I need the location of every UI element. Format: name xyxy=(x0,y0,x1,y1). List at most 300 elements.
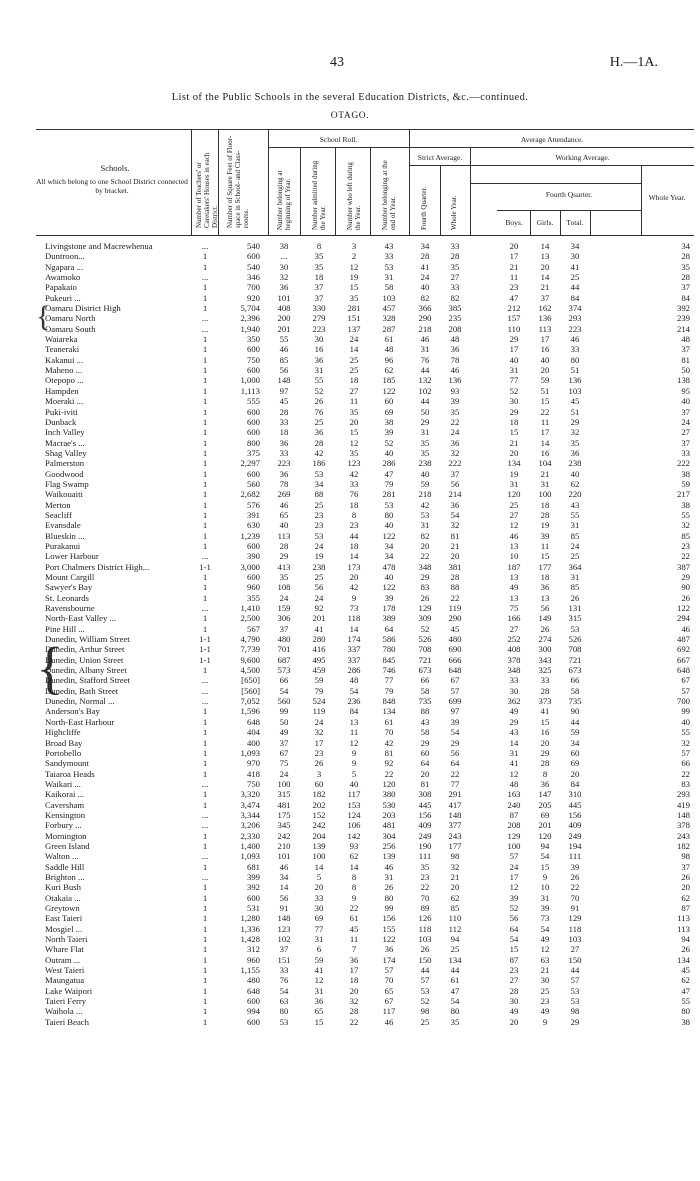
girls-cell: 39 xyxy=(540,530,550,541)
bracket: { xyxy=(36,300,51,333)
roll-beginning-cell: 29 xyxy=(279,551,289,562)
whole-year-cell: 692 xyxy=(676,644,690,655)
school-name: Flag Swamp xyxy=(45,478,89,489)
floor-space-cell: 960 xyxy=(246,582,260,593)
strict-fourth-quarter-cell: 57 xyxy=(420,975,430,986)
roll-left-cell: 11 xyxy=(349,934,359,945)
page-number: 43 xyxy=(330,55,344,70)
total-cell: 735 xyxy=(568,696,582,707)
roll-left-cell: 236 xyxy=(347,696,361,707)
strict-whole-year-cell: 666 xyxy=(448,654,462,665)
school-name: Lower Harbour xyxy=(45,551,99,562)
roll-end-cell: 328 xyxy=(382,313,396,324)
boys-header: Boys. xyxy=(505,218,523,227)
boys-cell: 21 xyxy=(509,437,519,448)
total-cell: 708 xyxy=(568,644,582,655)
roll-beginning-cell: 37 xyxy=(279,944,289,955)
boys-cell: 56 xyxy=(509,913,519,924)
divider xyxy=(268,147,694,148)
teachers-houses-cell: 1 xyxy=(202,572,208,582)
average-attendance-header: Average Attendance. xyxy=(520,135,584,144)
teachers-houses-cell: 1 xyxy=(202,478,208,489)
whole-year-cell: 23 xyxy=(681,540,690,551)
strict-whole-year-cell: 85 xyxy=(450,903,460,913)
boys-cell: 17 xyxy=(509,251,519,262)
boys-cell: 27 xyxy=(509,975,519,986)
strict-whole-year-cell: 57 xyxy=(450,685,460,696)
roll-admitted-cell: 77 xyxy=(314,923,324,934)
strict-fourth-quarter-cell: 40 xyxy=(420,282,430,293)
roll-end-cell: 185 xyxy=(382,375,396,386)
roll-beginning-cell: 560 xyxy=(277,696,291,707)
roll-beginning-cell: 100 xyxy=(277,778,291,789)
strict-whole-year-cell: 110 xyxy=(448,913,462,924)
girls-cell: 39 xyxy=(540,903,550,913)
whole-year-cell: 62 xyxy=(681,892,690,903)
girls-cell: 15 xyxy=(540,861,550,872)
roll-left-cell: 35 xyxy=(349,292,359,303)
total-cell: 29 xyxy=(570,416,580,427)
teachers-houses-cell: 1 xyxy=(202,251,208,262)
floor-space-cell: 1,280 xyxy=(240,913,260,924)
teachers-houses-cell: 1 xyxy=(202,892,208,903)
floor-space-cell: 404 xyxy=(246,727,260,738)
table-row xyxy=(0,665,700,675)
floor-space-cell: 2,297 xyxy=(240,458,260,469)
girls-cell: 14 xyxy=(540,272,550,283)
roll-left-cell: 7 xyxy=(351,944,357,955)
roll-beginning-cell: 65 xyxy=(279,509,289,520)
boys-cell: 187 xyxy=(507,561,521,572)
roll-left-cell: 8 xyxy=(351,882,357,893)
school-roll-header: School Roll. xyxy=(319,135,358,144)
roll-end-cell: 47 xyxy=(384,468,394,479)
teachers-houses-cell: 1 xyxy=(202,706,208,717)
strict-whole-year-cell: 61 xyxy=(450,975,460,986)
roll-end-cell: 117 xyxy=(382,1006,396,1017)
roll-beginning-cell: 34 xyxy=(279,871,289,882)
school-name: Purakanui xyxy=(45,540,81,551)
table-row xyxy=(0,851,700,861)
total-cell: 721 xyxy=(568,654,582,665)
strict-fourth-quarter-cell: 52 xyxy=(420,623,430,634)
roll-left-cell: 18 xyxy=(349,499,359,510)
table-row xyxy=(0,365,700,375)
roll-beginning-cell: 99 xyxy=(279,706,289,717)
roll-end-cell: 81 xyxy=(384,747,394,758)
table-row xyxy=(0,334,700,344)
roll-end-cell: 34 xyxy=(384,551,394,562)
roll-admitted-cell: 31 xyxy=(314,934,324,945)
total-cell: 43 xyxy=(570,499,580,510)
roll-end-cell: 203 xyxy=(382,809,396,820)
floor-space-cell: 1,000 xyxy=(240,375,260,386)
teachers-houses-cell: 1 xyxy=(202,747,208,758)
roll-left-cell: 9 xyxy=(351,758,357,769)
floor-space-cell: 1,093 xyxy=(240,851,260,862)
roll-end-cell: 96 xyxy=(384,354,394,365)
floor-space-cell: 1,155 xyxy=(240,965,260,976)
floor-space-cell: 1,428 xyxy=(240,934,260,945)
roll-admitted-cell: 76 xyxy=(314,406,324,417)
total-cell: 57 xyxy=(570,975,580,986)
roll-left-cell: 173 xyxy=(347,561,361,572)
school-name: Dunedin, Albany Street xyxy=(45,665,127,676)
table-row xyxy=(0,613,700,623)
roll-beginning-cell: 54 xyxy=(279,985,289,996)
table-row xyxy=(0,893,700,903)
table-row xyxy=(0,696,700,706)
divider xyxy=(471,165,694,166)
teachers-houses-cell: ... xyxy=(201,323,209,334)
teachers-houses-cell: ... xyxy=(201,603,209,614)
girls-header: Girls. xyxy=(536,218,554,227)
strict-whole-year-cell: 45 xyxy=(450,623,460,634)
strict-whole-year-cell: 177 xyxy=(448,840,462,851)
total-cell: 44 xyxy=(570,282,580,293)
roll-admitted-cell: 42 xyxy=(314,447,324,458)
boys-cell: 87 xyxy=(509,954,519,965)
boys-cell: 129 xyxy=(507,830,521,841)
girls-cell: 9 xyxy=(542,871,548,882)
floor-space-cell: 1,400 xyxy=(240,840,260,851)
table-row xyxy=(0,675,700,685)
roll-beginning-cell: 40 xyxy=(279,520,289,531)
whole-year-cell: 392 xyxy=(676,303,690,314)
total-cell: 51 xyxy=(570,406,580,417)
boys-cell: 30 xyxy=(509,996,519,1007)
table-row xyxy=(0,872,700,882)
roll-end-cell: 281 xyxy=(382,489,396,500)
school-name: Dunback xyxy=(45,416,77,427)
strict-whole-year-cell: 235 xyxy=(448,313,462,324)
total-cell: 220 xyxy=(568,489,582,500)
girls-cell: 36 xyxy=(540,778,550,789)
strict-fourth-quarter-cell: 348 xyxy=(418,561,432,572)
teachers-houses-cell: 1 xyxy=(202,499,208,510)
floor-space-cell: 7,739 xyxy=(240,644,260,655)
roll-left-header: Number who left during the Year. xyxy=(346,162,362,230)
strict-fourth-quarter-cell: 44 xyxy=(420,365,430,376)
whole-year-cell: 66 xyxy=(681,758,690,769)
strict-fourth-quarter-cell: 708 xyxy=(418,644,432,655)
roll-admitted-cell: 152 xyxy=(312,809,326,820)
teachers-houses-cell: 1 xyxy=(202,354,208,365)
strict-whole-year-cell: 20 xyxy=(450,882,460,893)
girls-cell: 20 xyxy=(540,737,550,748)
roll-left-cell: 12 xyxy=(349,437,359,448)
roll-admitted-cell: 19 xyxy=(314,551,324,562)
roll-beginning-cell: 56 xyxy=(279,365,289,376)
divider xyxy=(191,129,192,235)
girls-cell: 30 xyxy=(540,975,550,986)
teachers-houses-cell: 1 xyxy=(202,789,208,800)
roll-admitted-cell: 60 xyxy=(314,778,324,789)
strict-fourth-quarter-cell: 150 xyxy=(418,954,432,965)
floor-space-cell: [650] xyxy=(241,675,260,686)
teachers-houses-cell: ... xyxy=(201,685,209,696)
strict-whole-year-cell: 243 xyxy=(448,830,462,841)
roll-left-cell: 11 xyxy=(349,727,359,738)
strict-whole-year-cell: 690 xyxy=(448,644,462,655)
roll-admitted-cell: 23 xyxy=(314,520,324,531)
whole-year-cell: 57 xyxy=(681,747,690,758)
total-cell: 103 xyxy=(568,934,582,945)
floor-space-cell: 3,206 xyxy=(240,820,260,831)
boys-cell: 14 xyxy=(509,737,519,748)
roll-end-cell: 79 xyxy=(384,478,394,489)
floor-space-cell: 560 xyxy=(246,478,260,489)
roll-left-cell: 13 xyxy=(349,716,359,727)
roll-end-cell: 586 xyxy=(382,634,396,645)
roll-end-cell: 122 xyxy=(382,530,396,541)
girls-cell: 19 xyxy=(540,520,550,531)
roll-left-cell: 14 xyxy=(349,344,359,355)
school-name: Kensington xyxy=(45,809,86,820)
floor-space-cell: 540 xyxy=(246,261,260,272)
boys-cell: 49 xyxy=(509,1006,519,1017)
roll-end-cell: 61 xyxy=(384,334,394,345)
roll-left-cell: 23 xyxy=(349,520,359,531)
boys-cell: 30 xyxy=(509,396,519,407)
floor-space-cell: 1,596 xyxy=(240,706,260,717)
girls-cell: 28 xyxy=(540,758,550,769)
strict-whole-year-cell: 54 xyxy=(450,509,460,520)
school-name: Portobello xyxy=(45,747,82,758)
girls-cell: 9 xyxy=(542,1016,548,1027)
roll-beginning-cell: 175 xyxy=(277,809,291,820)
teachers-houses-cell: 1 xyxy=(202,427,208,438)
roll-admitted-cell: 41 xyxy=(314,965,324,976)
roll-beginning-cell: 123 xyxy=(277,923,291,934)
strict-whole-year-cell: 214 xyxy=(448,489,462,500)
strict-fourth-quarter-cell: 35 xyxy=(420,447,430,458)
teachers-houses-cell: ... xyxy=(201,820,209,831)
floor-space-cell: 700 xyxy=(246,282,260,293)
roll-end-cell: 70 xyxy=(384,975,394,986)
total-cell: 20 xyxy=(570,768,580,779)
roll-beginning-cell: 101 xyxy=(277,851,291,862)
school-name: Livingstone and Macrewhenua xyxy=(45,241,153,251)
school-name: Shag Valley xyxy=(45,447,87,458)
table-row xyxy=(0,407,700,417)
roll-admitted-cell: 24 xyxy=(314,716,324,727)
roll-beginning-cell: 148 xyxy=(277,913,291,924)
strict-whole-year-cell: 39 xyxy=(450,396,460,407)
roll-end-cell: 40 xyxy=(384,447,394,458)
school-name: Kaikorai ... xyxy=(45,789,85,800)
strict-fourth-quarter-cell: 29 xyxy=(420,572,430,582)
whole-year-cell: 113 xyxy=(677,923,690,934)
roll-beginning-cell: 36 xyxy=(279,282,289,293)
roll-beginning-cell: 28 xyxy=(279,540,289,551)
teachers-houses-cell: ... xyxy=(201,551,209,562)
whole-year-cell: 85 xyxy=(681,530,690,541)
school-name: Sawyer's Bay xyxy=(45,582,93,593)
boys-cell: 49 xyxy=(509,706,519,717)
strict-fourth-quarter-cell: 59 xyxy=(420,478,430,489)
roll-end-cell: 92 xyxy=(384,758,394,769)
table-row xyxy=(0,603,700,613)
roll-beginning-cell: 49 xyxy=(279,727,289,738)
roll-beginning-cell: 85 xyxy=(279,354,289,365)
strict-fourth-quarter-cell: 721 xyxy=(418,654,432,665)
boys-cell: 46 xyxy=(509,530,519,541)
roll-left-cell: 9 xyxy=(351,892,357,903)
total-cell: 91 xyxy=(570,903,580,913)
roll-beginning-cell: 481 xyxy=(277,799,291,810)
girls-cell: 73 xyxy=(540,913,550,924)
strict-fourth-quarter-cell: 29 xyxy=(420,416,430,427)
floor-space-cell: 4,500 xyxy=(240,665,260,676)
total-cell: 69 xyxy=(570,758,580,769)
table-title: List of the Public Schools in the several Education Districts, &c.—continued. xyxy=(171,92,529,103)
total-cell: 409 xyxy=(568,820,582,831)
boys-cell: 212 xyxy=(507,303,521,314)
floor-space-cell: 994 xyxy=(246,1006,260,1017)
table-row xyxy=(0,779,700,789)
roll-left-cell: 14 xyxy=(349,861,359,872)
roll-beginning-cell: 91 xyxy=(279,903,289,913)
whole-year-cell: 45 xyxy=(681,965,690,976)
roll-end-cell: 286 xyxy=(382,458,396,469)
strict-fourth-quarter-cell: 366 xyxy=(418,303,432,314)
table-row xyxy=(0,820,700,830)
roll-end-cell: 848 xyxy=(382,696,396,707)
floor-space-header: Number of Square Feet of Floor-space in School- and Class-rooms. xyxy=(226,135,250,228)
teachers-houses-cell: 1-1 xyxy=(199,654,211,665)
floor-space-cell: 540 xyxy=(246,241,260,251)
divider xyxy=(335,147,336,235)
teachers-houses-cell: 1 xyxy=(202,468,208,479)
roll-left-cell: 3 xyxy=(351,241,357,251)
roll-end-cell: 58 xyxy=(384,282,394,293)
table-row xyxy=(0,727,700,737)
roll-beginning-cell: 36 xyxy=(279,468,289,479)
strict-fourth-quarter-cell: 64 xyxy=(420,758,430,769)
whole-year-cell: 57 xyxy=(681,685,690,696)
roll-beginning-cell: 32 xyxy=(279,272,289,283)
roll-end-cell: 64 xyxy=(384,623,394,634)
roll-left-cell: 45 xyxy=(349,923,359,934)
strict-fourth-quarter-cell: 156 xyxy=(418,809,432,820)
roll-end-cell: 120 xyxy=(382,778,396,789)
total-cell: 85 xyxy=(570,582,580,593)
roll-left-cell: 151 xyxy=(347,313,361,324)
roll-end-cell: 48 xyxy=(384,344,394,355)
girls-cell: 15 xyxy=(540,551,550,562)
whole-year-cell: 667 xyxy=(676,654,690,665)
roll-admitted-cell: 100 xyxy=(312,851,326,862)
floor-space-cell: 920 xyxy=(246,292,260,303)
school-name: Merton xyxy=(45,499,71,510)
roll-left-cell: 11 xyxy=(349,396,359,407)
floor-space-cell: 600 xyxy=(246,427,260,438)
school-name: Teaneraki xyxy=(45,344,80,355)
total-cell: 34 xyxy=(570,241,580,251)
floor-space-cell: 399 xyxy=(246,871,260,882)
total-cell: 223 xyxy=(568,323,582,334)
whole-year-cell: 90 xyxy=(681,582,690,593)
total-cell: 673 xyxy=(568,665,582,676)
total-cell: 27 xyxy=(570,944,580,955)
teachers-houses-cell: 1 xyxy=(202,261,208,272)
school-name: Outram ... xyxy=(45,954,81,965)
strict-whole-year-cell: 81 xyxy=(450,530,460,541)
roll-left-cell: 117 xyxy=(347,789,361,800)
strict-fourth-quarter-cell: 58 xyxy=(420,685,430,696)
whole-year-cell: 50 xyxy=(681,365,690,376)
strict-fourth-quarter-cell: 50 xyxy=(420,406,430,417)
girls-cell: 201 xyxy=(538,820,552,831)
floor-space-cell: 2,330 xyxy=(240,830,260,841)
roll-left-cell: 106 xyxy=(347,820,361,831)
teachers-houses-cell: 1 xyxy=(202,830,208,841)
girls-cell: 28 xyxy=(540,685,550,696)
roll-end-cell: 746 xyxy=(382,665,396,676)
table-row xyxy=(0,913,700,923)
boys-cell: 52 xyxy=(509,385,519,396)
teachers-houses-cell: 1 xyxy=(202,530,208,541)
roll-admitted-cell: 119 xyxy=(312,706,326,717)
school-name: Duntroon... xyxy=(45,251,85,262)
strict-fourth-quarter-cell: 409 xyxy=(418,820,432,831)
school-name: Awamoko xyxy=(45,272,81,283)
strict-fourth-quarter-cell: 98 xyxy=(420,1006,430,1017)
total-cell: 136 xyxy=(568,375,582,386)
boys-cell: 362 xyxy=(507,696,521,707)
floor-space-cell: 800 xyxy=(246,437,260,448)
floor-space-cell: 600 xyxy=(246,996,260,1007)
divider xyxy=(409,129,410,235)
strict-whole-year-cell: 112 xyxy=(448,923,462,934)
roll-beginning-cell: 53 xyxy=(279,1016,289,1027)
floor-space-cell: 3,474 xyxy=(240,799,260,810)
girls-cell: 12 xyxy=(540,944,550,955)
strict-fourth-quarter-cell: 290 xyxy=(418,313,432,324)
strict-fourth-quarter-cell: 40 xyxy=(420,468,430,479)
floor-space-cell: 600 xyxy=(246,344,260,355)
floor-space-cell: 750 xyxy=(246,778,260,789)
teachers-houses-cell: 1 xyxy=(202,489,208,500)
school-name: East Taieri xyxy=(45,913,83,924)
total-cell: 249 xyxy=(568,830,582,841)
floor-space-cell: 600 xyxy=(246,540,260,551)
school-name: North-East Valley ... xyxy=(45,613,117,624)
roll-end-cell: 457 xyxy=(382,303,396,314)
teachers-houses-cell: 1 xyxy=(202,344,208,355)
roll-admitted-cell: 65 xyxy=(314,1006,324,1017)
table-row xyxy=(0,396,700,406)
total-cell: 66 xyxy=(570,675,580,686)
roll-end-cell: 80 xyxy=(384,509,394,520)
school-name: Taieri Beach xyxy=(45,1016,90,1027)
total-cell: 293 xyxy=(568,313,582,324)
roll-beginning-cell: 97 xyxy=(279,385,289,396)
total-cell: 30 xyxy=(570,251,580,262)
total-cell: 118 xyxy=(568,923,582,934)
roll-left-cell: 35 xyxy=(349,406,359,417)
roll-left-cell: 14 xyxy=(349,551,359,562)
strict-whole-year-cell: 27 xyxy=(450,272,460,283)
roll-beginning-cell: 55 xyxy=(279,334,289,345)
roll-admitted-header: Number admitted during the Year. xyxy=(311,160,327,230)
strict-fourth-quarter-cell: 81 xyxy=(420,778,430,789)
strict-whole-year-cell: 28 xyxy=(450,572,460,582)
roll-left-cell: 8 xyxy=(351,509,357,520)
whole-year-cell: 35 xyxy=(681,261,690,272)
roll-left-cell: 19 xyxy=(349,272,359,283)
